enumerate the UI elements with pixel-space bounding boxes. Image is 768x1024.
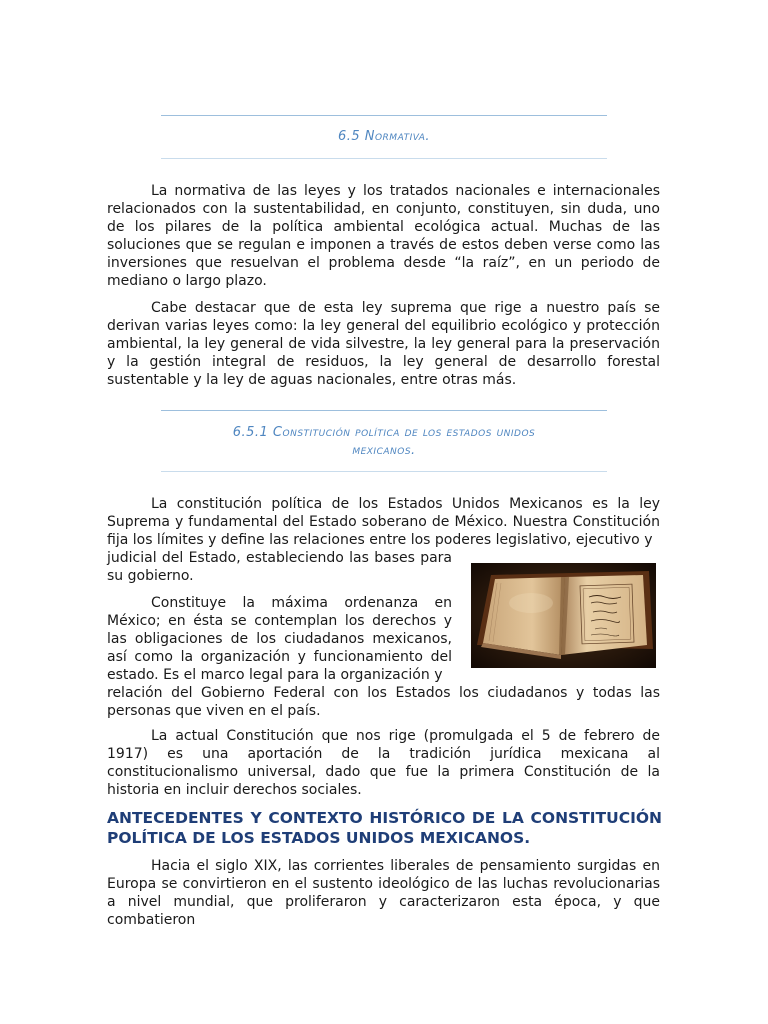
heading-rule-top	[161, 410, 607, 411]
paragraph-constitucion-1a: La constitución política de los Estados Unidos Mexicanos es la ley Suprema y fundamental del Estado soberano de México. Nuestra Constitución fija los límites y define las relaciones entre los poderes legislativo, ejecutivo y	[107, 496, 660, 548]
heading-rule-bottom	[161, 471, 607, 472]
section-heading-line-1: 6.5.1 Constitución política de los estados unidos	[232, 425, 536, 440]
paragraph-constitucion-2a: Constituye la máxima ordenanza en México; en ésta se contemplan los derechos y las obligaciones de los ciudadanos mexicanos, así como la organización y funcionamiento del estado. Es el marco legal para la organización y	[107, 595, 452, 683]
paragraph-antecedentes: Hacia el siglo XIX, las corrientes liberales de pensamiento surgidas en Europa se convirtieron en el sustento ideológico de las luchas revolucionarias a nivel mundial, que proliferaron y caracterizaron esta época, y que combatieron	[107, 858, 660, 928]
heading-rule-bottom	[161, 158, 607, 159]
constitution-book-photo	[471, 563, 656, 668]
antecedentes-heading: ANTECEDENTES Y CONTEXTO HISTÓRICO DE LA CONSTITUCIÓN POLÍTICA DE LOS ESTADOS UNIDOS MEXICANOS.	[107, 809, 662, 847]
section-heading-6-5: 6.5 Normativa.	[337, 129, 431, 144]
paragraph-constitucion-2b: relación del Gobierno Federal con los Estados los ciudadanos y todas las personas que viven en el país.	[107, 685, 660, 719]
paragraph-normativa-2: Cabe destacar que de esta ley suprema que rige a nuestro país se derivan varias leyes como: la ley general del equilibrio ecológico y protección ambiental, la ley general de vida silvestre, la ley general para la preservación y la gestión integral de residuos, la ley general de desarrollo forestal sustentable y la ley de aguas nacionales, entre otras más.	[107, 300, 660, 388]
paragraph-normativa-1: La normativa de las leyes y los tratados nacionales e internacionales relacionados con la sustentabilidad, en conjunto, constituyen, sin duda, uno de los pilares de la política ambiental ecológica actual. Muchas de las soluciones que se regulan e imponen a través de estos deben verse como las inversiones que resuelvan el problema desde “la raíz”, en un periodo de mediano o largo plazo.	[107, 183, 660, 289]
paragraph-constitucion-3: La actual Constitución que nos rige (promulgada el 5 de febrero de 1917) es una aportación de la tradición jurídica mexicana al constitucionalismo universal, dado que fue la primera Constitución de la historia en incluir derechos sociales.	[107, 728, 660, 798]
paragraph-constitucion-1b: judicial del Estado, estableciendo las bases para su gobierno.	[107, 550, 452, 584]
constitution-book-image	[471, 563, 656, 668]
section-heading-6-5-1	[161, 424, 607, 460]
section-heading-line-2: mexicanos.	[352, 443, 416, 458]
heading-rule-top	[161, 115, 607, 116]
